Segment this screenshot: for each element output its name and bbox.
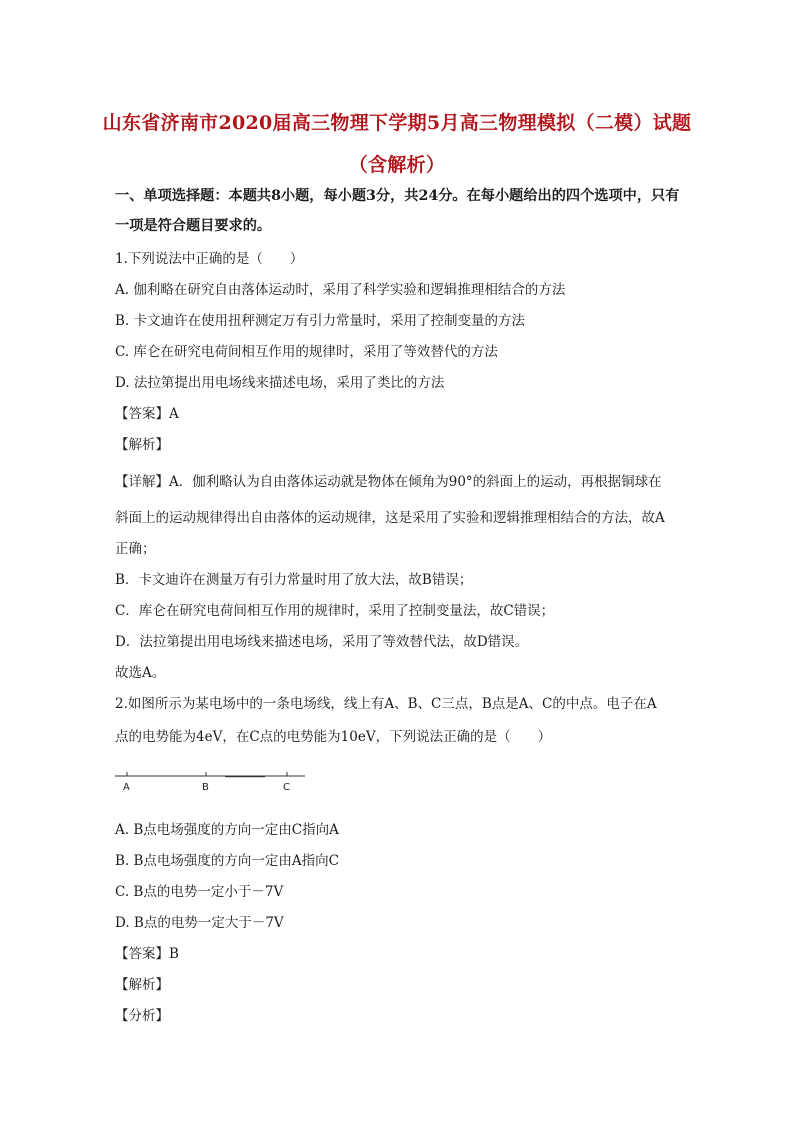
question-1-analysis-label: 【解析】: [115, 437, 169, 453]
question-1-detail-line-3: 正确；: [115, 541, 156, 557]
question-1-detail-c: C．库仑在研究电荷间相互作用的规律时，采用了控制变量法，故C错误；: [115, 603, 555, 619]
question-1-answer: 【答案】A: [115, 406, 179, 422]
question-2-analysis-label: 【解析】: [115, 977, 169, 993]
section-heading: 一、单项选择题：本题共8小题，每小题3分，共24分。在每小题给出的四个选项中，只有: [115, 188, 680, 204]
question-2-stem-line-2: 点的电势能为4eV，在C点的电势能为10eV，下列说法正确的是（ ）: [115, 729, 552, 745]
question-2-stem-line-1: 2.如图所示为某电场中的一条电场线，线上有A、B、C三点，B点是A、C的中点。电子在A: [115, 696, 657, 712]
section-heading-continued: 一项是符合题目要求的。: [115, 218, 272, 234]
question-1-conclusion: 故选A。: [115, 665, 166, 681]
question-1-detail-d: D．法拉第提出用电场线来描述电场，采用了等效替代法，故D错误。: [115, 634, 529, 650]
question-1-option-b: B. 卡文迪许在使用扭秤测定万有引力常量时，采用了控制变量的方法: [115, 313, 526, 329]
field-line-diagram: [115, 768, 315, 798]
question-1-stem: 1.下列说法中正确的是（ ）: [115, 251, 304, 267]
document-subtitle: （含解析）: [348, 154, 446, 176]
question-2-option-b: B. B点电场强度的方向一定由A指向C: [115, 853, 340, 869]
question-2-answer: 【答案】B: [115, 946, 179, 962]
point-a-label: A: [123, 782, 130, 793]
electric-field-line-figure: [115, 768, 315, 798]
question-1-detail-b: B．卡文迪许在测量万有引力常量时用了放大法，故B错误；: [115, 572, 473, 588]
point-b-label: B: [202, 782, 209, 793]
question-2-option-a: A. B点电场强度的方向一定由C指向A: [115, 822, 339, 838]
document-title: 山东省济南市2020届高三物理下学期5月高三物理模拟（二模）试题: [102, 112, 692, 134]
question-1-detail-line-1: 【详解】A．伽利略认为自由落体运动就是物体在倾角为90°的斜面上的运动，再根据铜球在: [115, 474, 662, 490]
question-1-option-a: A. 伽利略在研究自由落体运动时，采用了科学实验和逻辑推理相结合的方法: [115, 282, 566, 298]
point-c-label: C: [283, 782, 290, 793]
question-1-option-d: D. 法拉第提出用电场线来描述电场，采用了类比的方法: [115, 375, 445, 391]
question-2-analysis-sub-label: 【分析】: [115, 1008, 169, 1024]
question-1-detail-line-2: 斜面上的运动规律得出自由落体的运动规律，这是采用了实验和逻辑推理相结合的方法，故A: [115, 510, 665, 526]
question-2-option-d: D. B点的电势一定大于－7V: [115, 915, 284, 931]
question-2-option-c: C. B点的电势一定小于－7V: [115, 884, 284, 900]
question-1-option-c: C. 库仑在研究电荷间相互作用的规律时，采用了等效替代的方法: [115, 344, 498, 360]
